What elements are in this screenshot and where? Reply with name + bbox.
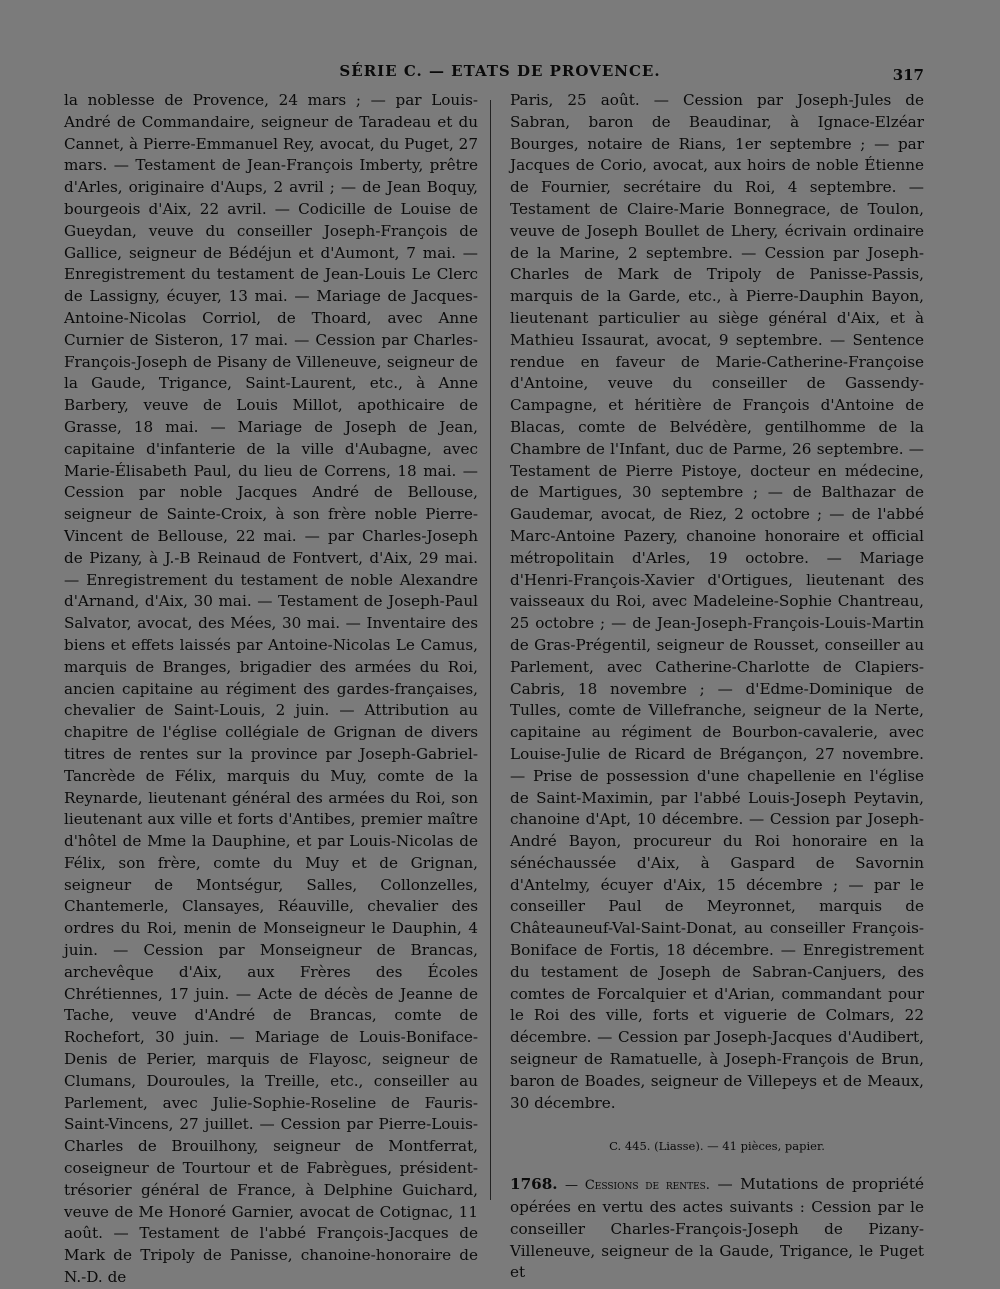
entry-1768 (510, 1174, 924, 1284)
archive-notice: C. 445. (Liasse). — 41 pièces, papier. (609, 1139, 825, 1154)
entry-text: — Mutations de propriété opérées en vertu des actes suivants : Cession par le conseiller Charles-François-Joseph de Pizany-Villeneuve, seigneur de la Gaude, Trigance, le Puget et (510, 1175, 924, 1282)
left-column-text: la noblesse de Provence, 24 mars ; — par Louis-André de Commandaire, seigneur de Taradeau et du Cannet, à Pierre-Emmanuel Rey, avocat, du Puget, 27 mars. — Testament de Jean-François Imberty, prêtre d'Arles, originaire d'Aups, 2 avril ; — de Jean Boquy, bourgeois d'Aix, 22 avril. — Codicille de Louise de Gueydan, veuve du conseiller Joseph-François de Gallice, seigneur de Bédéjun et d'Aumont, 7 mai. — Enregistrement du testament de Jean-Louis Le Clerc de Lassigny, écuyer, 13 mai. — Mariage de Jacques-Antoine-Nicolas Corriol, de Thoard, avec Anne Curnier de Sisteron, 17 mai. — Cession par Charles-François-Joseph de Pisany de Villeneuve, seigneur de la Gaude, Trigance, Saint-Laurent, etc., à Anne Barbery, veuve de Louis Millot, apothicaire de Grasse, 18 mai. — Mariage de Joseph de Jean, capitaine d'infanterie de la ville d'Aubagne, avec Marie-Élisabeth Paul, du lieu de Correns, 18 mai. — Cession par noble Jacques André de Bellouse, seigneur de Sainte-Croix, à son frère noble Pierre-Vincent de Bellouse, 22 mai. — par Charles-Joseph de Pizany, à J.-B Reinaud de Fontvert, d'Aix, 29 mai. — Enregistrement du testament de noble Alexandre d'Arnand, d'Aix, 30 mai. — Testament de Joseph-Paul Salvator, avocat, des Mées, 30 mai. — Inventaire des biens et effets laissés par Antoine-Nicolas Le Camus, marquis de Branges, brigadier des armées du Roi, ancien capitaine au régiment des gardes-françaises, chevalier de Saint-Louis, 2 juin. — Attribution au chapitre de l'église collégiale de Grignan de divers titres de rentes sur la province par Joseph-Gabriel-Tancrède de Félix, marquis du Muy, comte de la Reynarde, lieutenant général des armées du Roi, son lieutenant aux ville et forts d'Antibes, premier maître d'hôtel de Mme la Dauphine, et par Louis-Nicolas de Félix, son frère, comte du Muy et de Grignan, seigneur de Montségur, Salles, Collonzelles, Chantemerle, Clansayes, Réauville, chevalier des ordres du Roi, menin de Monseigneur le Dauphin, 4 juin. — Cession par Monseigneur de Brancas, archevêque d'Aix, aux Frères des Écoles Chrétiennes, 17 juin. — Acte de décès de Jeanne de Tache, veuve d'André de Brancas, comte de Rochefort, 30 juin. — Mariage de Louis-Boniface-Denis de Perier, marquis de Flayosc, seigneur de Clumans, Douroules, la Treille, etc., conseiller au Parlement, avec Julie-Sophie-Roseline de Fauris-Saint-Vincens, 27 juillet. — Cession par Pierre-Louis-Charles de Brouilhony, seigneur de Montferrat, coseigneur de Tourtour et de Fabrègues, président-trésorier général de France, à Delphine Guichard, veuve de Me Honoré Garnier, avocat de Cotignac, 11 août. — Testament de l'abbé François-Jacques de Mark de Tripoly de Panisse, chanoine-honoraire de N.-D. de (64, 91, 478, 1287)
running-title: SÉRIE C. — ETATS DE PROVENCE. (339, 62, 661, 80)
column-divider (490, 100, 491, 1200)
entry-heading: — Cessions de rentes. (565, 1178, 710, 1194)
left-column (64, 90, 478, 1289)
entry-year: 1768. (510, 1175, 558, 1194)
page-number: 317 (892, 66, 924, 84)
right-column-text: Paris, 25 août. — Cession par Joseph-Jules de Sabran, baron de Beaudinar, à Ignace-Elzéar Bourges, notaire de Rians, 1er septembre ; — par Jacques de Corio, avocat, aux hoirs de noble Étienne de Fournier, secrétaire du Roi, 4 septembre. — Testament de Claire-Marie Bonnegrace, de Toulon, veuve de Joseph Boullet de Lhery, écrivain ordinaire de la Marine, 2 septembre. — Cession par Joseph-Charles de Mark de Tripoly de Panisse-Passis, marquis de la Garde, etc., à Pierre-Dauphin Bayon, lieutenant particulier au siège général d'Aix, et à Mathieu Issaurat, avocat, 9 septembre. — Sentence rendue en faveur de Marie-Catherine-Françoise d'Antoine, veuve du conseiller de Gassendy-Campagne, et héritière de François d'Antoine de Blacas, comte de Belvédère, gentilhomme de la Chambre de l'Infant, duc de Parme, 26 septembre. — Testament de Pierre Pistoye, docteur en médecine, de Martigues, 30 septembre ; — de Balthazar de Gaudemar, avocat, de Riez, 2 octobre ; — de l'abbé Marc-Antoine Pazery, chanoine honoraire et official métropolitain d'Arles, 19 octobre. — Mariage d'Henri-François-Xavier d'Ortigues, lieutenant des vaisseaux du Roi, avec Madeleine-Sophie Chantreau, 25 octobre ; — de Jean-Joseph-François-Louis-Martin de Gras-Prégentil, seigneur de Rousset, conseiller au Parlement, avec Catherine-Charlotte de Clapiers-Cabris, 18 novembre ; — d'Edme-Dominique de Tulles, comte de Villefranche, seigneur de la Nerte, capitaine au régiment de Bourbon-cavalerie, avec Louise-Julie de Ricard de Brégançon, 27 novembre. — Prise de possession d'une chapellenie en l'église de Saint-Maximin, par l'abbé Louis-Joseph Peytavin, chanoine d'Apt, 10 décembre. — Cession par Joseph-André Bayon, procureur du Roi honoraire en la sénéchaussée d'Aix, à Gaspard de Savornin d'Antelmy, écuyer d'Aix, 15 décembre ; — par le conseiller Paul de Meyronnet, marquis de Châteauneuf-Val-Saint-Donat, au conseiller François-Boniface de Fortis, 18 décembre. — Enregistrement du testament de Joseph de Sabran-Canjuers, des comtes de Forcalquier et d'Arian, commandant pour le Roi des ville, forts et viguerie de Colmars, 22 décembre. — Cession par Joseph-Jacques d'Audibert, seigneur de Ramatuelle, à Joseph-François de Brun, baron de Boades, seigneur de Villepeys et de Meaux, 30 décembre. (510, 91, 924, 1112)
page-header (0, 62, 1000, 88)
right-column (510, 90, 924, 1284)
